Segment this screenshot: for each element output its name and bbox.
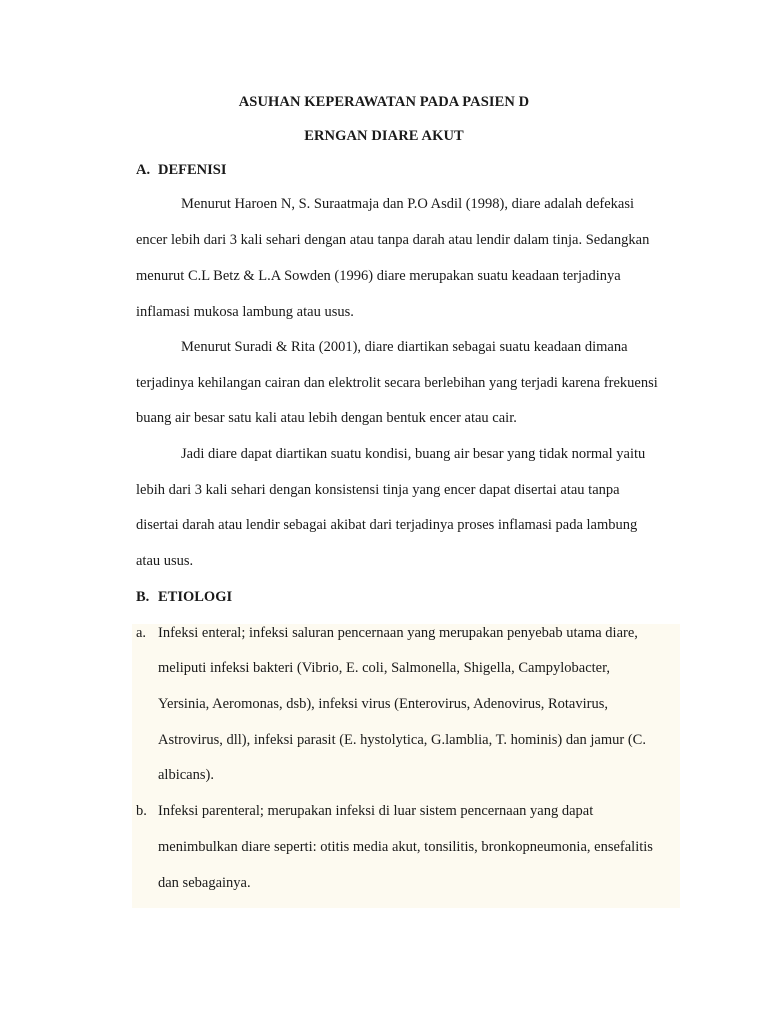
- para3-line: atau usus.: [136, 553, 194, 569]
- section-a-title: DEFENISI: [158, 162, 227, 178]
- document-title-line-1: ASUHAN KEPERAWATAN PADA PASIEN D: [238, 94, 530, 110]
- list-item-line: dan sebagainya.: [158, 875, 251, 891]
- section-a-heading: [136, 162, 227, 179]
- para1-line: encer lebih dari 3 kali sehari dengan atau tanpa darah atau lendir dalam tinja. Sedangkan: [136, 232, 650, 248]
- para3-line: disertai darah atau lendir sebagai akibat dari terjadinya proses inflamasi pada lambung: [136, 517, 638, 533]
- list-item-line: menimbulkan diare seperti: otitis media akut, tonsilitis, bronkopneumonia, ensefalitis: [158, 839, 653, 855]
- section-a-letter: A.: [136, 162, 151, 178]
- list-item-line: albicans).: [158, 767, 214, 783]
- section-b-title: ETIOLOGI: [158, 589, 233, 605]
- list-item-line: meliputi infeksi bakteri (Vibrio, E. coli, Salmonella, Shigella, Campylobacter,: [158, 660, 610, 676]
- para1-line: Menurut Haroen N, S. Suraatmaja dan P.O Asdil (1998), diare adalah defekasi: [181, 196, 635, 212]
- para1-line: inflamasi mukosa lambung atau usus.: [136, 304, 354, 320]
- para2-line: buang air besar satu kali atau lebih dengan bentuk encer atau cair.: [136, 410, 517, 426]
- document-title-line-2: ERNGAN DIARE AKUT: [304, 128, 464, 144]
- para2-line: Menurut Suradi & Rita (2001), diare diartikan sebagai suatu keadaan dimana: [181, 339, 628, 355]
- list-item-line: Yersinia, Aeromonas, dsb), infeksi virus (Enterovirus, Adenovirus, Rotavirus,: [158, 696, 608, 712]
- para3-line: lebih dari 3 kali sehari dengan konsistensi tinja yang encer dapat disertai atau tanpa: [136, 482, 620, 498]
- list-item-letter: b.: [136, 803, 147, 819]
- list-item-line: Infeksi enteral; infeksi saluran pencernaan yang merupakan penyebab utama diare,: [158, 625, 638, 641]
- para2-line: terjadinya kehilangan cairan dan elektrolit secara berlebihan yang terjadi karena frekuensi: [136, 375, 658, 391]
- list-item-letter: a.: [136, 625, 147, 641]
- para3-line: Jadi diare dapat diartikan suatu kondisi, buang air besar yang tidak normal yaitu: [181, 446, 646, 462]
- para1-line: menurut C.L Betz & L.A Sowden (1996) diare merupakan suatu keadaan terjadinya: [136, 268, 621, 284]
- list-item-line: Astrovirus, dll), infeksi parasit (E. hystolytica, G.lamblia, T. hominis) dan jamur (C.: [158, 732, 646, 748]
- list-item-line: Infeksi parenteral; merupakan infeksi di luar sistem pencernaan yang dapat: [158, 803, 594, 819]
- section-b-heading: [136, 589, 232, 606]
- section-b-letter: B.: [136, 589, 150, 605]
